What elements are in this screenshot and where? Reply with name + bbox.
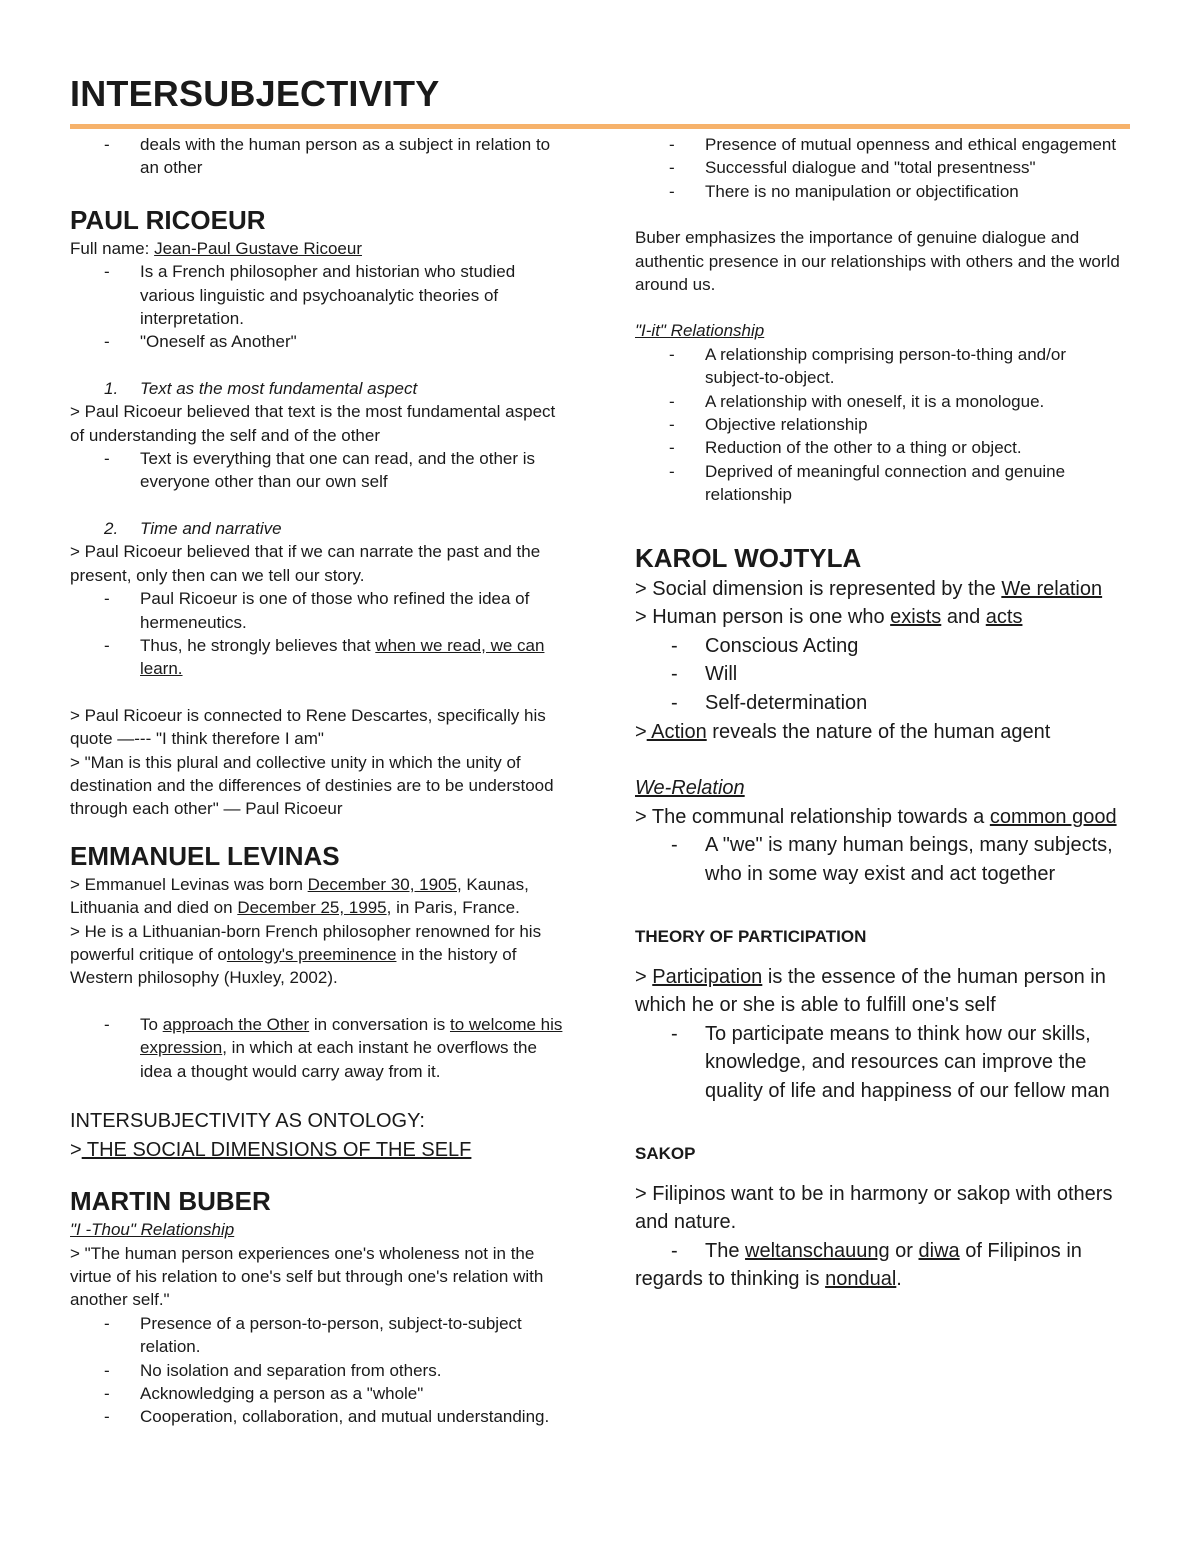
participation-line: > Participation is the essence of the human person in which he or she is able to fulfill one's self: [635, 965, 1106, 1017]
sakop-line: > Filipinos want to be in harmony or sakop with others and nature.: [635, 1182, 1113, 1234]
list-item: - Will: [671, 663, 738, 686]
wojtyla-line-3: > Action reveals the nature of the human agent: [635, 720, 1051, 743]
list-item: - Reduction of the other to a thing or object.: [669, 438, 1022, 458]
buber-quote: > "The human person experiences one's wholeness not in the virtue of his relation to one's self but through one's relation with another self.": [70, 1243, 544, 1310]
page-title: INTERSUBJECTIVITY: [70, 73, 440, 114]
list-item: - Text is everything that one can read, and the other is everyone other than our own self: [104, 449, 536, 492]
list-item: - There is no manipulation or objectification: [669, 181, 1019, 201]
list-item: - No isolation and separation from others.: [104, 1360, 442, 1380]
sakop-block: [635, 1180, 1130, 1294]
list-item: - A "we" is many human beings, many subjects, who in some way exist and act together: [671, 834, 1113, 886]
list-item: - "Oneself as Another": [104, 332, 297, 352]
ricoeur-item-2-text: > Paul Ricoeur believed that if we can narrate the past and the present, only then can we tell our story.: [70, 542, 541, 585]
sakop-heading: SAKOP: [635, 1143, 696, 1163]
list-item: - Acknowledging a person as a "whole": [104, 1384, 424, 1404]
iit-heading: "I-it" Relationship: [635, 321, 765, 341]
wojtyla-block: [635, 575, 1130, 889]
wojtyla-heading: KAROL WOJTYLA: [635, 542, 862, 573]
levinas-heading: EMMANUEL LEVINAS: [70, 840, 340, 871]
list-item: - Presence of mutual openness and ethical engagement: [669, 135, 1117, 154]
list-item: - To participate means to think how our skills, knowledge, and resources can improve the quality of life and happiness of our fellow man: [671, 1022, 1110, 1102]
list-item: - Thus, he strongly believes that when we read, we can learn.: [104, 635, 545, 679]
list-item: - Paul Ricoeur is one of those who refined the idea of hermeneutics.: [104, 589, 530, 632]
intro-bullet: deals with the human person as a subject in relation to an other: [140, 135, 551, 178]
right-column: [635, 133, 1130, 1294]
buber-paragraph: Buber emphasizes the importance of genuine dialogue and authentic presence in our relationships with others and the world around us.: [635, 228, 1120, 295]
list-item: - deals with the human person as a subject in relation to an other: [70, 133, 570, 180]
list-item: - Conscious Acting: [671, 634, 859, 657]
sakop-bullet: - The weltanschauung or diwa of Filipinos in regards to thinking is nondual.: [635, 1239, 1082, 1291]
list-item: - Cooperation, collaboration, and mutual understanding.: [104, 1407, 550, 1427]
levinas-critique: > He is a Lithuanian-born French philosopher renowned for his powerful critique of ontology's preeminence in the history of Western philosophy (Huxley, 2002).: [70, 921, 542, 988]
list-item: - A relationship with oneself, it is a monologue.: [669, 391, 1045, 411]
list-item: - Objective relationship: [669, 415, 868, 435]
we-relation-line: > The communal relationship towards a common good: [635, 805, 1117, 828]
list-item: - Deprived of meaningful connection and genuine relationship: [669, 461, 1066, 505]
ontology-line-2: > THE SOCIAL DIMENSIONS OF THE SELF: [70, 1138, 472, 1161]
ricoeur-item-1-title: 1. Text as the most fundamental aspect: [104, 378, 418, 398]
participation-block: [635, 963, 1130, 1106]
buber-heading: MARTIN BUBER: [70, 1186, 271, 1217]
list-item: - Successful dialogue and "total presentness": [669, 158, 1036, 178]
ontology-block: [70, 1107, 570, 1164]
ricoeur-heading: PAUL RICOEUR: [70, 204, 266, 235]
wojtyla-line-1: > Social dimension is represented by the We relation: [635, 577, 1103, 600]
list-item: - To approach the Other in conversation is to welcome his expression, in which at each instant he overflows the idea a thought would carry away from it.: [104, 1014, 563, 1081]
list-item: - A relationship comprising person-to-thing and/or subject-to-object.: [669, 344, 1066, 388]
ricoeur-descartes: > Paul Ricoeur is connected to Rene Descartes, specifically his quote —--- "I think therefore I am": [70, 705, 546, 749]
ricoeur-item-2-title: 2. Time and narrative: [104, 518, 282, 538]
wojtyla-line-2: > Human person is one who exists and acts: [635, 606, 1023, 629]
we-relation-heading: We-Relation: [635, 777, 745, 800]
left-column: [70, 133, 570, 1429]
ontology-line-1: INTERSUBJECTIVITY AS ONTOLOGY:: [70, 1110, 425, 1132]
list-item: - Self-determination: [671, 692, 868, 715]
list-item: - Is a French philosopher and historian who studied various linguistic and psychoanalytic theories of interpretation.: [104, 262, 516, 329]
levinas-born: > Emmanuel Levinas was born December 30, 1905, Kaunas, Lithuania and died on December 25, 1995, in Paris, France.: [70, 874, 529, 918]
participation-heading: THEORY OF PARTICIPATION: [635, 926, 867, 946]
title-divider: [70, 124, 1130, 129]
ricoeur-item-1-text: > Paul Ricoeur believed that text is the most fundamental aspect of understanding the self and of the other: [70, 402, 556, 445]
list-item: - Presence of a person-to-person, subject-to-subject relation.: [104, 1313, 522, 1357]
ricoeur-quote: > "Man is this plural and collective unity in which the unity of destination and the differences of destinies are to be understood through each other" — Paul Ricoeur: [70, 752, 554, 819]
ricoeur-fullname: Full name: Jean-Paul Gustave Ricoeur: [70, 238, 362, 258]
buber-subheading: "I -Thou" Relationship: [70, 1220, 235, 1240]
